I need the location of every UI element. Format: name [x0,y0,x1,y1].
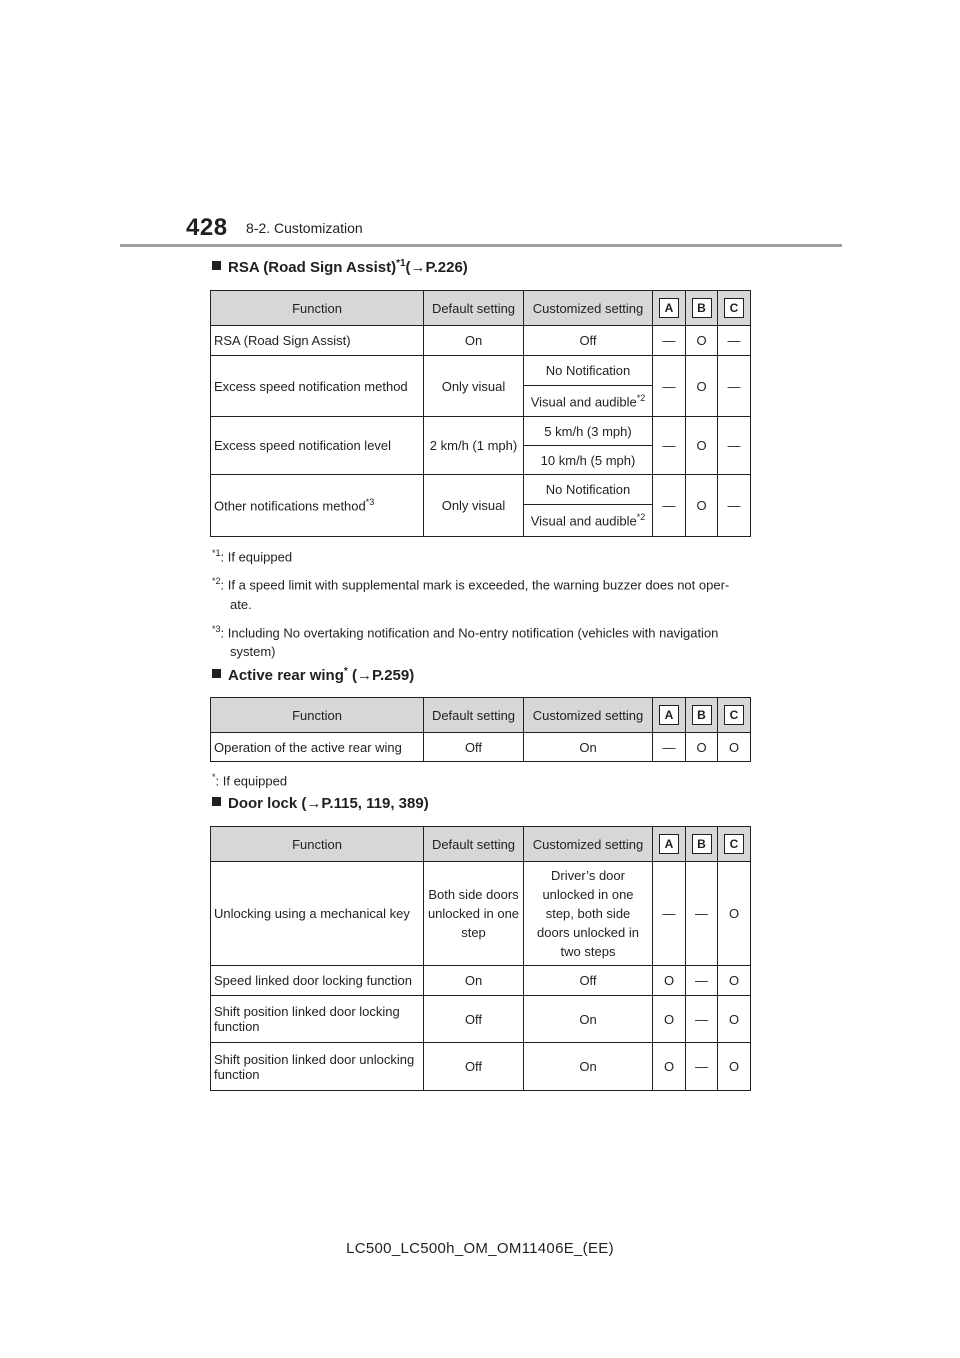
function-cell: Unlocking using a mechanical key [211,862,424,966]
footnote-mark: *2 [636,392,646,403]
table-row [211,733,751,762]
wing-table [210,697,751,762]
wing-heading [212,666,414,684]
col-default: Default setting [424,698,524,733]
col-customized: Customized setting [524,291,653,326]
custom-cell: No Notification [524,356,653,386]
table-header-row [211,291,751,326]
footnote-mark: *2 [636,512,646,523]
col-a: A [653,698,686,733]
mark-a: — [653,475,686,537]
mark-a: — [653,326,686,356]
custom-cell: Visual and audible$^{*2}$ [524,386,653,417]
wing-note [212,768,752,790]
col-function: Function [211,291,424,326]
default-cell: Off [424,996,524,1043]
table-row [211,966,751,996]
mark-b: O [686,326,718,356]
square-bullet-icon [212,669,221,678]
mark-b: — [686,966,718,996]
function-cell: Other notifications method$^{*3}$ [211,475,424,537]
mark-a: — [653,733,686,762]
col-b: B [686,698,718,733]
custom-cell: No Notification [524,475,653,505]
table-row [211,862,751,966]
custom-cell: 5 km/h (3 mph) [524,417,653,446]
custom-cell: On [524,1043,653,1091]
custom-cell: On [524,733,653,762]
document-code: LC500_LC500h_OM_OM11406E_(EE) [346,1240,614,1257]
mark-a: — [653,417,686,475]
table-header-row [211,827,751,862]
wing-title-sup: * [343,666,348,677]
mark-b: — [686,862,718,966]
custom-cell: Visual and audible$^{*2}$ [524,505,653,537]
mark-b: O [686,475,718,537]
mark-a: O [653,1043,686,1091]
default-cell: 2 km/h (1 mph) [424,417,524,475]
mark-c: O [718,862,751,966]
page-number: 428 [186,214,228,241]
rsa-title-sup: *1 [396,258,406,269]
door-heading [212,795,429,812]
wing-ref: (→P.259) [351,667,415,684]
col-c: C [718,698,751,733]
function-cell: Excess speed notification method [211,356,424,417]
footnote: *: If equipped [212,772,288,789]
table-row [211,996,751,1043]
default-cell: On [424,966,524,996]
footnote-mark: *3 [365,497,375,508]
table-row [211,475,751,505]
col-customized: Customized setting [524,698,653,733]
mark-a: O [653,996,686,1043]
default-cell: Off [424,733,524,762]
function-cell: Shift position linked door locking function [211,996,424,1043]
wing-title: Active rear wing [228,667,344,684]
custom-cell: Off [524,966,653,996]
mark-c: — [718,417,751,475]
col-b: B [686,827,718,862]
table-row [211,356,751,386]
mark-c: O [718,966,751,996]
mark-a: O [653,966,686,996]
door-table [210,826,751,1091]
table-row [211,1043,751,1091]
section-title: 8-2. Customization [246,220,363,236]
mark-c: O [718,733,751,762]
col-c: C [718,827,751,862]
footnote: $^{*2}$: If a speed limit with supplemental mark is exceeded, the warning buzzer does not oper- ate. [212,576,730,612]
table-header-row [211,698,751,733]
mark-b: — [686,1043,718,1091]
mark-b: O [686,417,718,475]
mark-b: O [686,733,718,762]
col-b: B [686,291,718,326]
footnote: $^{*1}$: If equipped [212,548,293,565]
mark-c: O [718,1043,751,1091]
col-default: Default setting [424,291,524,326]
square-bullet-icon [212,797,221,806]
mark-c: — [718,326,751,356]
rsa-notes [212,544,752,661]
footnote: $^{*3}$: Including No overtaking notification and No-entry notification (vehicles with navigation system) [212,623,719,659]
function-cell: Shift position linked door unlocking function [211,1043,424,1091]
custom-cell: On [524,996,653,1043]
header-rule [120,244,842,247]
rsa-ref: (→P.226) [405,259,468,276]
col-a: A [653,827,686,862]
col-function: Function [211,827,424,862]
col-c: C [718,291,751,326]
function-cell: RSA (Road Sign Assist) [211,326,424,356]
function-cell: Excess speed notification level [211,417,424,475]
default-cell: Off [424,1043,524,1091]
col-a: A [653,291,686,326]
function-cell: Operation of the active rear wing [211,733,424,762]
rsa-table [210,290,751,537]
rsa-heading [212,258,468,276]
mark-c: — [718,475,751,537]
mark-c: — [718,356,751,417]
col-default: Default setting [424,827,524,862]
square-bullet-icon [212,261,221,270]
mark-b: O [686,356,718,417]
mark-c: O [718,996,751,1043]
col-customized: Customized setting [524,827,653,862]
default-cell: Only visual [424,475,524,537]
mark-a: — [653,356,686,417]
custom-cell: Off [524,326,653,356]
door-ref: (→P.115, 119, 389) [301,795,429,812]
rsa-title: RSA (Road Sign Assist) [228,259,397,276]
default-cell: Only visual [424,356,524,417]
door-title: Door lock [228,795,298,812]
table-row [211,417,751,446]
custom-cell: 10 km/h (5 mph) [524,446,653,475]
mark-a: — [653,862,686,966]
function-cell: Speed linked door locking function [211,966,424,996]
custom-cell: Driver’s door unlocked in one step, both side doors unlocked in two steps [524,862,653,966]
table-row [211,326,751,356]
default-cell: Both side doors unlocked in one step [424,862,524,966]
default-cell: On [424,326,524,356]
mark-b: — [686,996,718,1043]
col-function: Function [211,698,424,733]
